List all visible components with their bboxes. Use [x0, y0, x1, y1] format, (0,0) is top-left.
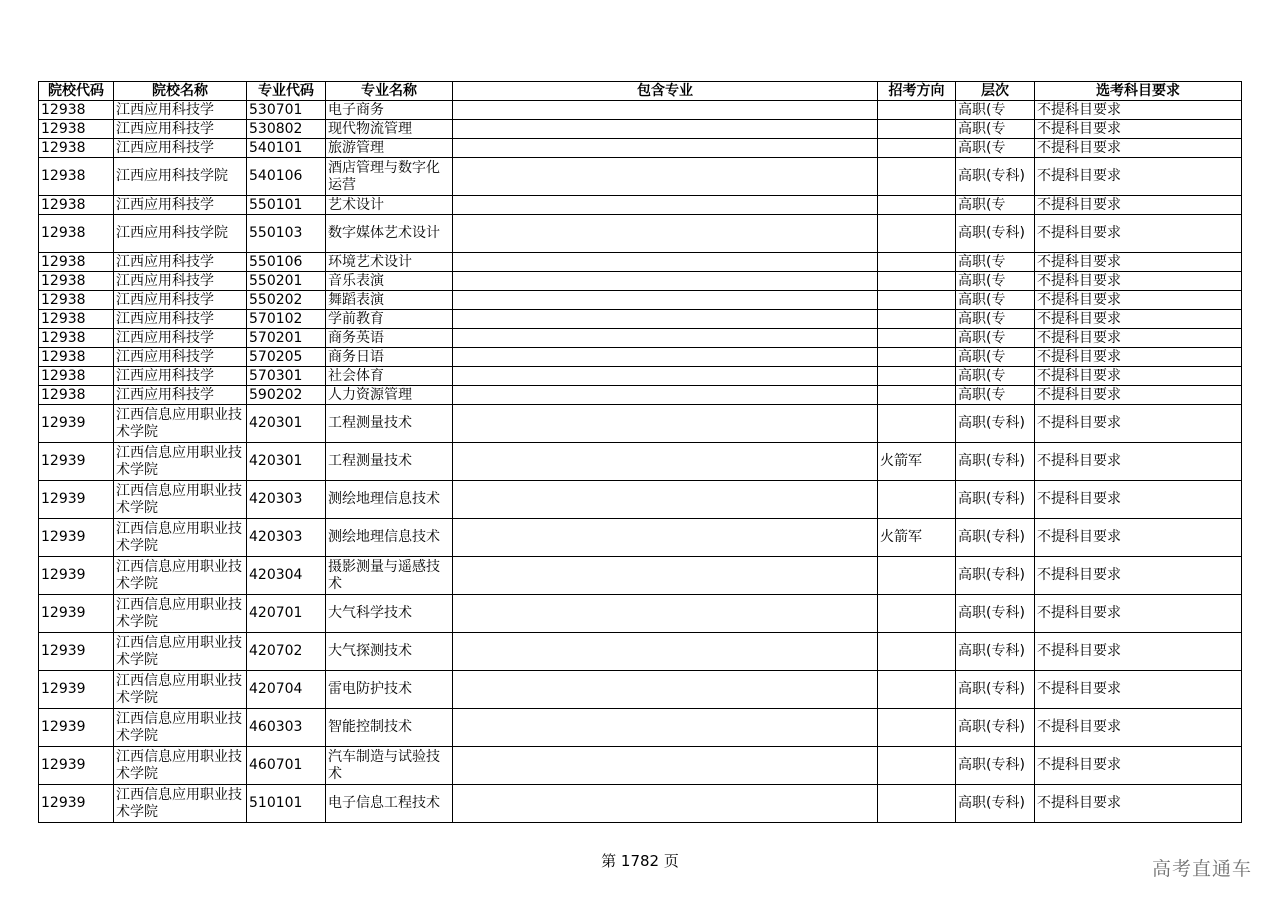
cell-includes: [453, 519, 878, 557]
cell-level: 高职(专: [956, 139, 1035, 158]
cell-school-code: 12938: [39, 120, 114, 139]
cell-includes: [453, 367, 878, 386]
cell-level: 高职(专科): [956, 481, 1035, 519]
cell-major-code: 420701: [247, 595, 326, 633]
cell-major-code: 550201: [247, 272, 326, 291]
admission-table: [38, 81, 1242, 823]
cell-direction: [878, 386, 956, 405]
cell-subject-req: 不提科目要求: [1035, 253, 1242, 272]
cell-includes: [453, 310, 878, 329]
cell-major-code: 420303: [247, 519, 326, 557]
table-row: [39, 215, 1242, 253]
cell-major-name: 旅游管理: [326, 139, 453, 158]
table-header-row: [39, 82, 1242, 101]
cell-level: 高职(专: [956, 386, 1035, 405]
cell-major-name: 测绘地理信息技术: [326, 481, 453, 519]
cell-school-code: 12939: [39, 633, 114, 671]
cell-subject-req: 不提科目要求: [1035, 158, 1242, 196]
cell-school-name: 江西应用科技学: [114, 120, 247, 139]
table-row: [39, 139, 1242, 158]
table-row: [39, 443, 1242, 481]
cell-subject-req: 不提科目要求: [1035, 481, 1242, 519]
table-row: [39, 291, 1242, 310]
table-row: [39, 671, 1242, 709]
cell-level: 高职(专: [956, 253, 1035, 272]
cell-includes: [453, 557, 878, 595]
cell-direction: 火箭军: [878, 519, 956, 557]
cell-school-name: 江西信息应用职业技术学院: [114, 633, 247, 671]
cell-subject-req: 不提科目要求: [1035, 291, 1242, 310]
cell-school-code: 12938: [39, 101, 114, 120]
cell-subject-req: 不提科目要求: [1035, 215, 1242, 253]
cell-major-name: 大气探测技术: [326, 633, 453, 671]
cell-subject-req: 不提科目要求: [1035, 405, 1242, 443]
table-row: [39, 386, 1242, 405]
col-header-direction: 招考方向: [878, 82, 956, 101]
cell-major-name: 社会体育: [326, 367, 453, 386]
cell-subject-req: 不提科目要求: [1035, 443, 1242, 481]
cell-level: 高职(专科): [956, 519, 1035, 557]
cell-includes: [453, 139, 878, 158]
cell-major-code: 530701: [247, 101, 326, 120]
cell-subject-req: 不提科目要求: [1035, 272, 1242, 291]
cell-includes: [453, 120, 878, 139]
table-row: [39, 405, 1242, 443]
cell-level: 高职(专科): [956, 671, 1035, 709]
cell-major-code: 550106: [247, 253, 326, 272]
cell-school-code: 12938: [39, 329, 114, 348]
table-row: [39, 196, 1242, 215]
cell-school-code: 12939: [39, 405, 114, 443]
cell-direction: [878, 120, 956, 139]
table-row: [39, 367, 1242, 386]
cell-level: 高职(专: [956, 310, 1035, 329]
cell-school-name: 江西应用科技学: [114, 139, 247, 158]
cell-major-name: 学前教育: [326, 310, 453, 329]
cell-level: 高职(专科): [956, 158, 1035, 196]
cell-direction: [878, 253, 956, 272]
cell-school-name: 江西信息应用职业技术学院: [114, 747, 247, 785]
cell-level: 高职(专科): [956, 595, 1035, 633]
table-row: [39, 595, 1242, 633]
table-row: [39, 481, 1242, 519]
cell-direction: [878, 785, 956, 823]
cell-school-code: 12938: [39, 158, 114, 196]
cell-direction: 火箭军: [878, 443, 956, 481]
cell-school-name: 江西应用科技学: [114, 310, 247, 329]
table-row: [39, 348, 1242, 367]
cell-includes: [453, 329, 878, 348]
cell-includes: [453, 291, 878, 310]
cell-major-code: 460701: [247, 747, 326, 785]
cell-major-name: 商务英语: [326, 329, 453, 348]
cell-school-name: 江西信息应用职业技术学院: [114, 557, 247, 595]
cell-school-code: 12938: [39, 215, 114, 253]
cell-major-code: 420704: [247, 671, 326, 709]
cell-subject-req: 不提科目要求: [1035, 519, 1242, 557]
cell-school-name: 江西信息应用职业技术学院: [114, 443, 247, 481]
cell-level: 高职(专: [956, 291, 1035, 310]
cell-includes: [453, 386, 878, 405]
cell-direction: [878, 158, 956, 196]
cell-direction: [878, 139, 956, 158]
cell-subject-req: 不提科目要求: [1035, 671, 1242, 709]
cell-major-code: 570102: [247, 310, 326, 329]
cell-includes: [453, 405, 878, 443]
cell-school-code: 12938: [39, 291, 114, 310]
cell-major-name: 工程测量技术: [326, 443, 453, 481]
cell-level: 高职(专: [956, 196, 1035, 215]
cell-level: 高职(专: [956, 329, 1035, 348]
cell-major-name: 酒店管理与数字化运营: [326, 158, 453, 196]
cell-major-code: 590202: [247, 386, 326, 405]
cell-subject-req: 不提科目要求: [1035, 120, 1242, 139]
cell-direction: [878, 481, 956, 519]
cell-major-name: 艺术设计: [326, 196, 453, 215]
cell-level: 高职(专: [956, 272, 1035, 291]
cell-school-code: 12938: [39, 367, 114, 386]
cell-includes: [453, 443, 878, 481]
cell-direction: [878, 595, 956, 633]
cell-school-code: 12938: [39, 139, 114, 158]
cell-level: 高职(专科): [956, 709, 1035, 747]
cell-major-code: 420301: [247, 405, 326, 443]
col-header-school-name: 院校名称: [114, 82, 247, 101]
cell-school-code: 12938: [39, 310, 114, 329]
cell-major-code: 570205: [247, 348, 326, 367]
cell-school-name: 江西信息应用职业技术学院: [114, 595, 247, 633]
cell-level: 高职(专科): [956, 405, 1035, 443]
table-row: [39, 785, 1242, 823]
cell-major-code: 420301: [247, 443, 326, 481]
cell-school-code: 12939: [39, 709, 114, 747]
cell-school-code: 12939: [39, 519, 114, 557]
cell-school-code: 12939: [39, 785, 114, 823]
cell-major-code: 550103: [247, 215, 326, 253]
table-row: [39, 709, 1242, 747]
cell-direction: [878, 215, 956, 253]
col-header-school-code: 院校代码: [39, 82, 114, 101]
cell-level: 高职(专: [956, 120, 1035, 139]
cell-direction: [878, 671, 956, 709]
cell-subject-req: 不提科目要求: [1035, 329, 1242, 348]
cell-major-name: 音乐表演: [326, 272, 453, 291]
cell-subject-req: 不提科目要求: [1035, 139, 1242, 158]
table-row: [39, 310, 1242, 329]
cell-major-code: 420303: [247, 481, 326, 519]
col-header-subject-req: 选考科目要求: [1035, 82, 1242, 101]
cell-major-code: 460303: [247, 709, 326, 747]
cell-subject-req: 不提科目要求: [1035, 557, 1242, 595]
cell-includes: [453, 785, 878, 823]
cell-school-name: 江西应用科技学: [114, 386, 247, 405]
cell-major-name: 测绘地理信息技术: [326, 519, 453, 557]
cell-level: 高职(专科): [956, 557, 1035, 595]
cell-subject-req: 不提科目要求: [1035, 196, 1242, 215]
cell-direction: [878, 405, 956, 443]
cell-major-code: 540101: [247, 139, 326, 158]
cell-school-code: 12939: [39, 671, 114, 709]
cell-major-name: 电子商务: [326, 101, 453, 120]
cell-subject-req: 不提科目要求: [1035, 367, 1242, 386]
cell-subject-req: 不提科目要求: [1035, 595, 1242, 633]
cell-direction: [878, 329, 956, 348]
cell-major-code: 420702: [247, 633, 326, 671]
cell-major-name: 数字媒体艺术设计: [326, 215, 453, 253]
cell-subject-req: 不提科目要求: [1035, 348, 1242, 367]
cell-school-name: 江西应用科技学: [114, 367, 247, 386]
table-row: [39, 329, 1242, 348]
cell-major-name: 环境艺术设计: [326, 253, 453, 272]
cell-direction: [878, 291, 956, 310]
cell-school-code: 12939: [39, 747, 114, 785]
cell-subject-req: 不提科目要求: [1035, 386, 1242, 405]
cell-includes: [453, 272, 878, 291]
col-header-includes: 包含专业: [453, 82, 878, 101]
cell-includes: [453, 101, 878, 120]
cell-school-name: 江西应用科技学: [114, 196, 247, 215]
cell-level: 高职(专: [956, 367, 1035, 386]
table-row: [39, 101, 1242, 120]
cell-school-code: 12939: [39, 595, 114, 633]
cell-major-code: 570301: [247, 367, 326, 386]
table-body: [39, 101, 1242, 823]
cell-major-name: 汽车制造与试验技术: [326, 747, 453, 785]
cell-major-code: 510101: [247, 785, 326, 823]
cell-subject-req: 不提科目要求: [1035, 101, 1242, 120]
cell-major-name: 工程测量技术: [326, 405, 453, 443]
cell-school-code: 12938: [39, 272, 114, 291]
cell-level: 高职(专: [956, 348, 1035, 367]
cell-direction: [878, 348, 956, 367]
table-row: [39, 557, 1242, 595]
cell-school-name: 江西信息应用职业技术学院: [114, 785, 247, 823]
cell-major-name: 雷电防护技术: [326, 671, 453, 709]
cell-includes: [453, 158, 878, 196]
table-row: [39, 272, 1242, 291]
cell-direction: [878, 557, 956, 595]
table-row: [39, 633, 1242, 671]
cell-school-code: 12938: [39, 348, 114, 367]
cell-school-code: 12938: [39, 253, 114, 272]
table-row: [39, 120, 1242, 139]
cell-direction: [878, 196, 956, 215]
page-number: 第 1782 页: [601, 852, 679, 870]
cell-major-name: 商务日语: [326, 348, 453, 367]
table-row: [39, 519, 1242, 557]
col-header-major-name: 专业名称: [326, 82, 453, 101]
cell-school-name: 江西信息应用职业技术学院: [114, 709, 247, 747]
cell-school-name: 江西应用科技学: [114, 272, 247, 291]
col-header-major-code: 专业代码: [247, 82, 326, 101]
cell-includes: [453, 215, 878, 253]
cell-major-name: 现代物流管理: [326, 120, 453, 139]
cell-includes: [453, 348, 878, 367]
cell-school-name: 江西应用科技学院: [114, 158, 247, 196]
cell-level: 高职(专科): [956, 633, 1035, 671]
cell-school-code: 12938: [39, 386, 114, 405]
cell-school-name: 江西应用科技学: [114, 101, 247, 120]
cell-includes: [453, 633, 878, 671]
cell-subject-req: 不提科目要求: [1035, 747, 1242, 785]
cell-subject-req: 不提科目要求: [1035, 633, 1242, 671]
cell-includes: [453, 747, 878, 785]
col-header-level: 层次: [956, 82, 1035, 101]
cell-subject-req: 不提科目要求: [1035, 785, 1242, 823]
cell-level: 高职(专科): [956, 747, 1035, 785]
cell-school-code: 12939: [39, 481, 114, 519]
cell-major-code: 420304: [247, 557, 326, 595]
cell-direction: [878, 747, 956, 785]
cell-level: 高职(专科): [956, 785, 1035, 823]
cell-major-name: 舞蹈表演: [326, 291, 453, 310]
cell-includes: [453, 671, 878, 709]
cell-school-name: 江西信息应用职业技术学院: [114, 481, 247, 519]
cell-school-name: 江西信息应用职业技术学院: [114, 519, 247, 557]
cell-school-code: 12938: [39, 196, 114, 215]
cell-school-name: 江西信息应用职业技术学院: [114, 405, 247, 443]
cell-subject-req: 不提科目要求: [1035, 709, 1242, 747]
table-row: [39, 158, 1242, 196]
table-row: [39, 747, 1242, 785]
cell-major-name: 大气科学技术: [326, 595, 453, 633]
cell-direction: [878, 101, 956, 120]
cell-includes: [453, 196, 878, 215]
cell-school-name: 江西应用科技学: [114, 253, 247, 272]
cell-major-name: 摄影测量与遥感技术: [326, 557, 453, 595]
cell-major-code: 550202: [247, 291, 326, 310]
cell-school-code: 12939: [39, 557, 114, 595]
cell-major-name: 电子信息工程技术: [326, 785, 453, 823]
cell-major-name: 智能控制技术: [326, 709, 453, 747]
cell-direction: [878, 633, 956, 671]
cell-subject-req: 不提科目要求: [1035, 310, 1242, 329]
cell-school-name: 江西应用科技学: [114, 329, 247, 348]
cell-level: 高职(专: [956, 101, 1035, 120]
table-row: [39, 253, 1242, 272]
cell-school-name: 江西信息应用职业技术学院: [114, 671, 247, 709]
cell-school-name: 江西应用科技学: [114, 348, 247, 367]
cell-level: 高职(专科): [956, 215, 1035, 253]
cell-major-code: 550101: [247, 196, 326, 215]
cell-includes: [453, 481, 878, 519]
cell-major-code: 530802: [247, 120, 326, 139]
cell-school-name: 江西应用科技学: [114, 291, 247, 310]
cell-includes: [453, 595, 878, 633]
watermark-logo: 高考直通车: [1151, 858, 1252, 880]
cell-direction: [878, 272, 956, 291]
cell-major-code: 540106: [247, 158, 326, 196]
cell-school-code: 12939: [39, 443, 114, 481]
cell-direction: [878, 367, 956, 386]
cell-includes: [453, 253, 878, 272]
cell-level: 高职(专科): [956, 443, 1035, 481]
cell-includes: [453, 709, 878, 747]
cell-major-code: 570201: [247, 329, 326, 348]
cell-school-name: 江西应用科技学院: [114, 215, 247, 253]
cell-direction: [878, 709, 956, 747]
cell-direction: [878, 310, 956, 329]
cell-major-name: 人力资源管理: [326, 386, 453, 405]
